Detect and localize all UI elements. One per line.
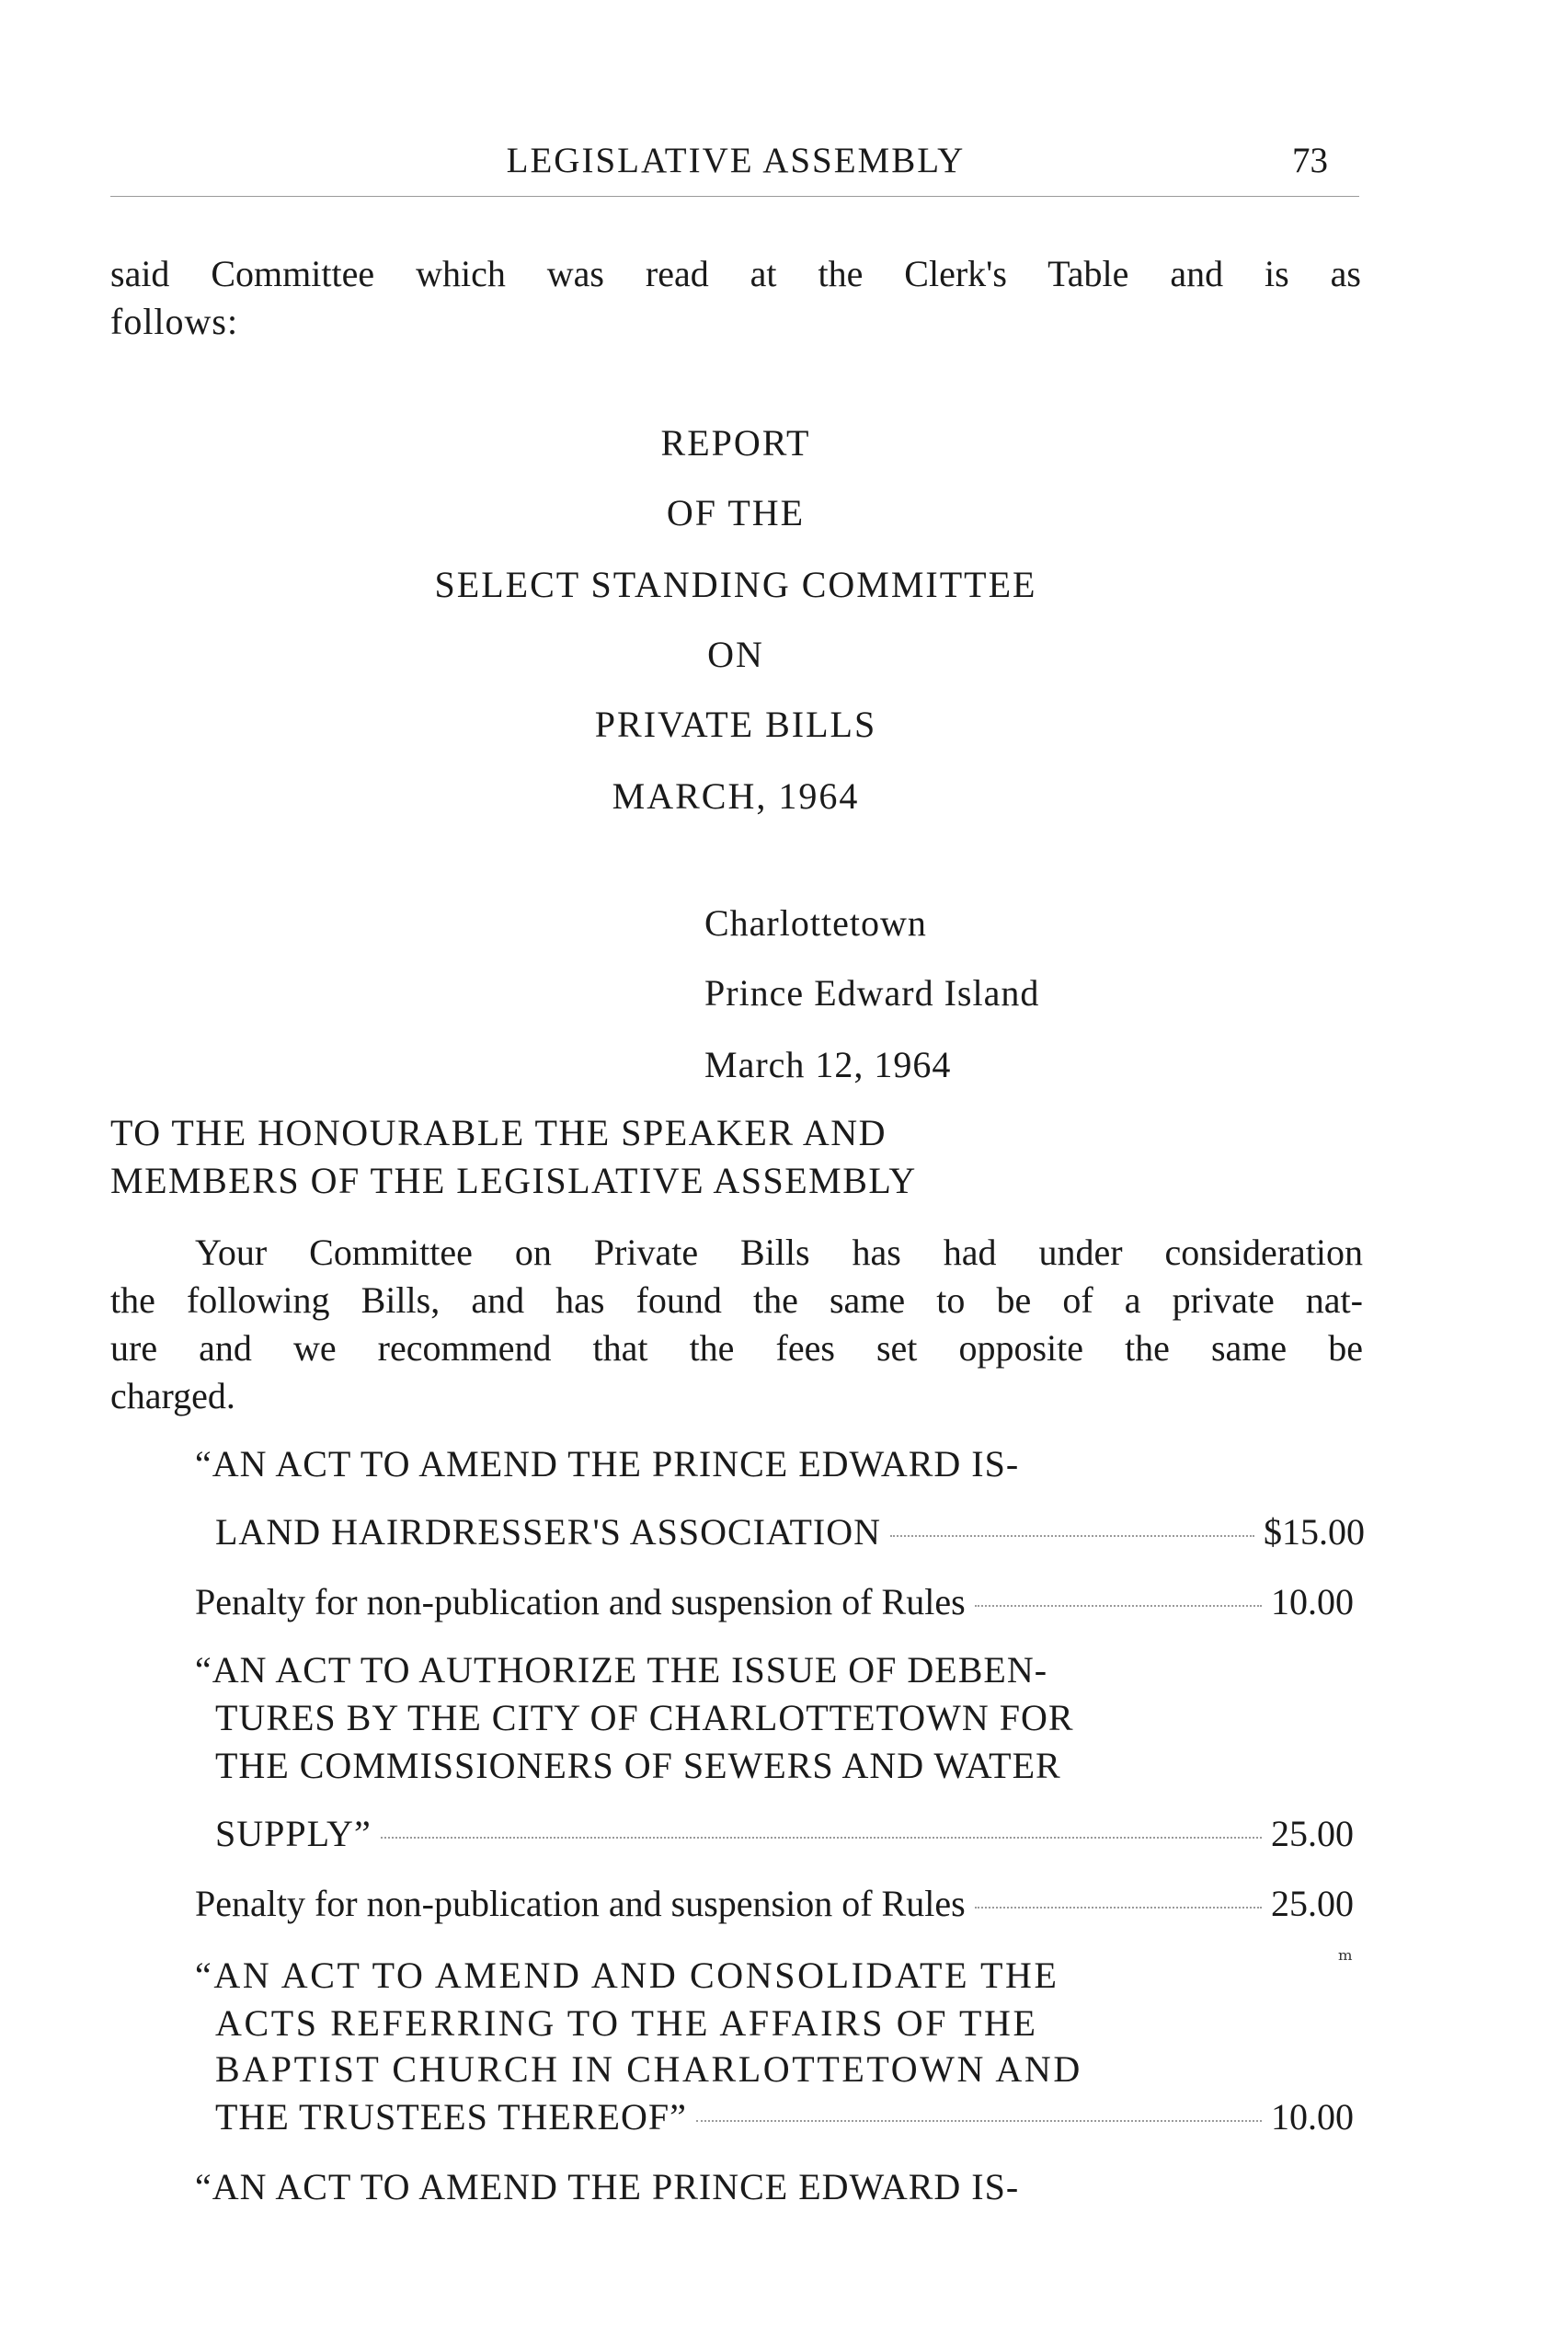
salutation-line-2: MEMBERS OF THE LEGISLATIVE ASSEMBLY bbox=[110, 1160, 917, 1201]
penalty-1-label: Penalty for non-publication and suspension of Rules bbox=[195, 1581, 966, 1622]
intro-line-1: said Committee which was read at the Clerk's Table and is as bbox=[110, 253, 1361, 294]
header-rule bbox=[110, 196, 1359, 197]
dot-leader bbox=[696, 2120, 1262, 2122]
penalty-2-label: Penalty for non-publication and suspension of Rules bbox=[195, 1883, 966, 1924]
bill-1-fee: $15.00 bbox=[1264, 1511, 1365, 1553]
address-city: Charlottetown bbox=[704, 902, 927, 944]
bill-3-line-1: “AN ACT TO AMEND AND CONSOLIDATE THE bbox=[195, 1955, 1059, 1996]
page-number: 73 bbox=[1292, 141, 1328, 180]
dot-leader bbox=[975, 1907, 1262, 1909]
bill-2-fee-row bbox=[215, 1812, 1354, 1855]
report-title-line-1: REPORT bbox=[660, 422, 811, 464]
address-date: March 12, 1964 bbox=[704, 1044, 952, 1085]
bill-2-line-3: THE COMMISSIONERS OF SEWERS AND WATER bbox=[215, 1745, 1061, 1786]
bill-2-line-1: “AN ACT TO AUTHORIZE THE ISSUE OF DEBEN- bbox=[195, 1649, 1048, 1691]
bill-3-fee-row bbox=[215, 2095, 1354, 2138]
penalty-2-fee: 25.00 bbox=[1271, 1883, 1354, 1924]
paragraph-line-3: ure and we recommend that the fees set opposite the same be bbox=[110, 1327, 1363, 1369]
report-title-line-3: SELECT STANDING COMMITTEE bbox=[434, 564, 1037, 605]
salutation-line-1: TO THE HONOURABLE THE SPEAKER AND bbox=[110, 1112, 887, 1153]
intro-line-2: follows: bbox=[110, 301, 239, 342]
paragraph-line-2: the following Bills, and has found the same to be of a private nat- bbox=[110, 1279, 1363, 1321]
running-header-title: LEGISLATIVE ASSEMBLY bbox=[506, 141, 966, 180]
bill-2-fee: 25.00 bbox=[1271, 1813, 1354, 1854]
penalty-1-row bbox=[195, 1580, 1354, 1623]
ink-mark: ₘ bbox=[1338, 1939, 1353, 1966]
paragraph-line-4: charged. bbox=[110, 1375, 235, 1416]
bill-3-fee: 10.00 bbox=[1271, 2096, 1354, 2138]
bill-3-line-2: ACTS REFERRING TO THE AFFAIRS OF THE bbox=[215, 2002, 1038, 2044]
bill-3-line-3: BAPTIST CHURCH IN CHARLOTTETOWN AND bbox=[215, 2048, 1082, 2090]
bill-2-line-2: TURES BY THE CITY OF CHARLOTTETOWN FOR bbox=[215, 1697, 1074, 1738]
report-title-line-4: ON bbox=[707, 634, 764, 675]
bill-2-line-4: SUPPLY” bbox=[215, 1813, 372, 1854]
bill-4-line-1: “AN ACT TO AMEND THE PRINCE EDWARD IS- bbox=[195, 2166, 1020, 2207]
dot-leader bbox=[975, 1605, 1262, 1607]
penalty-1-fee: 10.00 bbox=[1271, 1581, 1354, 1622]
dot-leader bbox=[890, 1535, 1254, 1537]
paragraph-line-1: Your Committee on Private Bills has had under consideration bbox=[195, 1232, 1363, 1273]
dot-leader bbox=[381, 1837, 1262, 1839]
bill-1-line-1: “AN ACT TO AMEND THE PRINCE EDWARD IS- bbox=[195, 1443, 1020, 1485]
bill-3-line-4: THE TRUSTEES THEREOF” bbox=[215, 2096, 687, 2138]
report-title-line-2: OF THE bbox=[666, 492, 806, 533]
bill-1-line-2: LAND HAIRDRESSER'S ASSOCIATION bbox=[215, 1511, 881, 1553]
penalty-2-row bbox=[195, 1882, 1354, 1925]
address-province: Prince Edward Island bbox=[704, 972, 1040, 1014]
report-title-line-5: PRIVATE BILLS bbox=[594, 704, 877, 745]
bill-1-fee-row bbox=[215, 1510, 1365, 1553]
report-title-line-6: MARCH, 1964 bbox=[612, 775, 860, 817]
